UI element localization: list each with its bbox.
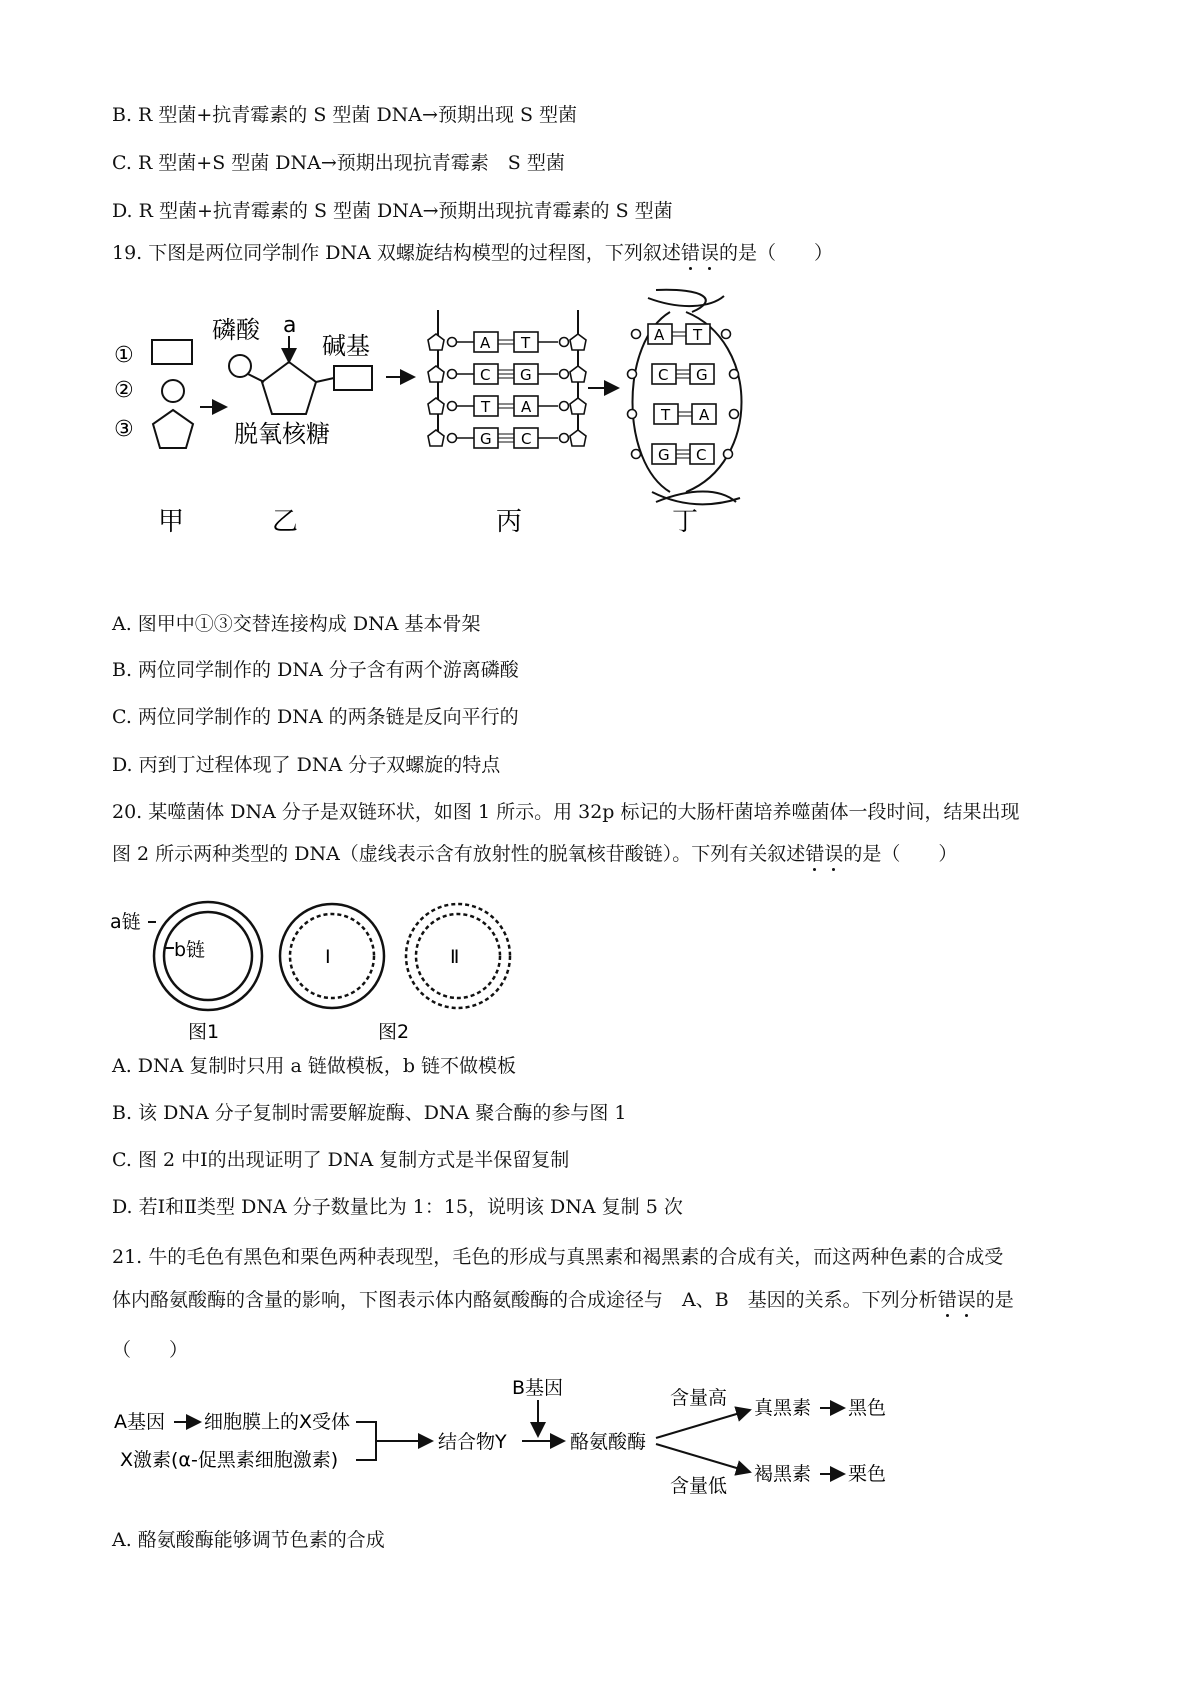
a-chain-circle xyxy=(154,902,262,1010)
q20-emphasis-char: 错 xyxy=(805,843,825,865)
q19-emphasis-char: 误 xyxy=(699,242,719,264)
base-rectangle xyxy=(152,340,192,364)
q21-stem-line1: 21. 牛的毛色有黑色和栗色两种表现型，毛色的形成与真黑素和褐黑素的合成有关，而这两种色素的合成受 xyxy=(112,1246,1004,1268)
bing-base-right: C xyxy=(521,430,532,448)
q19-option-d: D. 丙到丁过程体现了 DNA 分子双螺旋的特点 xyxy=(112,754,501,776)
circular-dna-figure xyxy=(108,900,528,1050)
q20-option-b: B. 该 DNA 分子复制时需要解旋酶、DNA 聚合酶的参与图 1 xyxy=(112,1102,627,1124)
bing-row xyxy=(428,332,586,352)
ding-row xyxy=(628,404,739,424)
bing-base-right: A xyxy=(521,398,532,416)
caption-yi: 乙 xyxy=(272,507,299,537)
bing-base-left: A xyxy=(480,334,491,352)
bing-base-left: C xyxy=(480,366,491,384)
ding-base-right: G xyxy=(696,366,708,384)
enzyme-label: 酪氨酸酶 xyxy=(570,1431,647,1453)
high-label: 含量高 xyxy=(670,1387,728,1409)
a-label: a xyxy=(283,313,297,338)
ding-base-right: A xyxy=(699,406,710,424)
q21-stem-text: 体内酪氨酸酶的含量的影响，下图表示体内酪氨酸酶的合成途径与 A、B 基因的关系。下列分析 xyxy=(112,1289,938,1311)
bracket xyxy=(356,1422,376,1460)
q19-stem-end: 的是（ ） xyxy=(718,242,833,264)
q20-option-a: A. DNA 复制时只用 a 链做模板，b 链不做模板 xyxy=(112,1055,517,1077)
q20-stem-text: 图 2 所示两种类型的 DNA（虚线表示含有放射性的脱氧核苷酸链）。下列有关叙述 xyxy=(112,843,806,865)
base-label: 碱基 xyxy=(322,332,370,360)
bing-base-left: G xyxy=(480,430,492,448)
base-rectangle xyxy=(334,366,372,390)
q18-option-c: C. R 型菌+S 型菌 DNA→预期出现抗青霉素 S 型菌 xyxy=(112,152,565,174)
bing-row xyxy=(428,396,586,416)
low-label: 含量低 xyxy=(670,1475,728,1497)
phosphate-circle xyxy=(229,355,251,377)
caption-ding: 丁 xyxy=(672,507,699,537)
bing-row xyxy=(428,428,586,448)
figure-2 xyxy=(280,904,510,1043)
chestnut-label: 栗色 xyxy=(848,1463,887,1485)
figure-bing xyxy=(428,310,618,537)
fig2-caption: 图2 xyxy=(378,1021,410,1043)
ding-base-left: G xyxy=(658,446,670,464)
ding-base-right: T xyxy=(693,326,703,344)
phosphate-circle xyxy=(162,380,184,402)
q19-option-b: B. 两位同学制作的 DNA 分子含有两个游离磷酸 xyxy=(112,659,519,681)
hormone-label: X激素(α-促黑素细胞激素) xyxy=(120,1449,339,1471)
gene-a-label: A基因 xyxy=(114,1411,165,1433)
gene-b-label: B基因 xyxy=(512,1377,564,1399)
q20-stem-end: 的是（ ） xyxy=(843,843,958,865)
pigment-pathway-figure xyxy=(108,1370,968,1510)
deoxyribose-pentagon xyxy=(262,362,316,414)
receptor-label: 细胞膜上的X受体 xyxy=(204,1411,351,1433)
q20-option-c: C. 图 2 中Ⅰ的出现证明了 DNA 复制方式是半保留复制 xyxy=(112,1149,570,1171)
ding-base-right: C xyxy=(696,446,707,464)
ding-base-left: T xyxy=(661,406,671,424)
bing-base-left: T xyxy=(481,398,491,416)
ding-row xyxy=(632,444,733,464)
q21-emphasis-char: 错 xyxy=(937,1289,957,1311)
b-chain-label: b链 xyxy=(174,939,206,961)
q21-emphasis-char: 误 xyxy=(956,1289,976,1311)
complex-label: 结合物Y xyxy=(438,1431,507,1453)
q21-stem-end: 的是 xyxy=(975,1289,1014,1311)
jia-label-3: ③ xyxy=(114,417,134,442)
q20-option-d: D. 若Ⅰ和Ⅱ类型 DNA 分子数量比为 1：15，说明该 DNA 复制 5 次 xyxy=(112,1196,683,1218)
q20-stem-line2 xyxy=(112,840,957,868)
type1-inner-circle xyxy=(290,914,374,998)
jia-label-1: ① xyxy=(114,343,134,368)
q18-option-b: B. R 型菌+抗青霉素的 S 型菌 DNA→预期出现 S 型菌 xyxy=(112,104,578,126)
ding-base-left: A xyxy=(654,326,665,344)
figure-jia xyxy=(114,340,226,537)
caption-bing: 丙 xyxy=(496,507,523,537)
type2-label: Ⅱ xyxy=(450,946,460,968)
figure-1 xyxy=(110,902,262,1043)
q19-stem xyxy=(112,239,833,267)
q21-stem-line2 xyxy=(112,1286,1014,1314)
figure-yi xyxy=(212,313,414,537)
figure-ding xyxy=(628,290,742,537)
deoxyribose-pentagon xyxy=(153,410,193,448)
fig1-caption: 图1 xyxy=(188,1021,220,1043)
q21-option-a: A. 酪氨酸酶能够调节色素的合成 xyxy=(112,1529,385,1551)
type1-outer-circle xyxy=(280,904,384,1008)
q19-option-c: C. 两位同学制作的 DNA 的两条链是反向平行的 xyxy=(112,706,519,728)
q20-stem-line1: 20. 某噬菌体 DNA 分子是双链环状，如图 1 所示。用 32p 标记的大肠杆菌培养噬菌体一段时间，结果出现 xyxy=(112,801,1020,823)
eumelanin-label: 真黑素 xyxy=(754,1397,812,1419)
bing-base-right: T xyxy=(521,334,531,352)
phosphate-label: 磷酸 xyxy=(212,316,260,344)
black-label: 黑色 xyxy=(848,1397,887,1419)
caption-jia: 甲 xyxy=(158,507,185,537)
ding-row xyxy=(632,324,731,344)
q21-answer-paren: （ ） xyxy=(112,1339,189,1361)
bing-base-right: G xyxy=(520,366,532,384)
bing-row xyxy=(428,364,586,384)
jia-label-2: ② xyxy=(114,378,134,403)
q18-option-d: D. R 型菌+抗青霉素的 S 型菌 DNA→预期出现抗青霉素的 S 型菌 xyxy=(112,200,673,222)
deoxyribose-label: 脱氧核糖 xyxy=(234,420,330,448)
q19-stem-text: 19. 下图是两位同学制作 DNA 双螺旋结构模型的过程图，下列叙述 xyxy=(112,242,681,264)
ding-base-left: C xyxy=(658,366,669,384)
ding-row xyxy=(628,364,739,384)
dna-model-figure xyxy=(100,282,860,582)
q20-emphasis-char: 误 xyxy=(824,843,844,865)
a-chain-label: a链 xyxy=(110,911,141,933)
type1-label: Ⅰ xyxy=(325,946,331,968)
q19-emphasis-char: 错 xyxy=(680,242,700,264)
q19-option-a: A. 图甲中①③交替连接构成 DNA 基本骨架 xyxy=(112,613,481,635)
pheomelanin-label: 褐黑素 xyxy=(754,1463,812,1485)
